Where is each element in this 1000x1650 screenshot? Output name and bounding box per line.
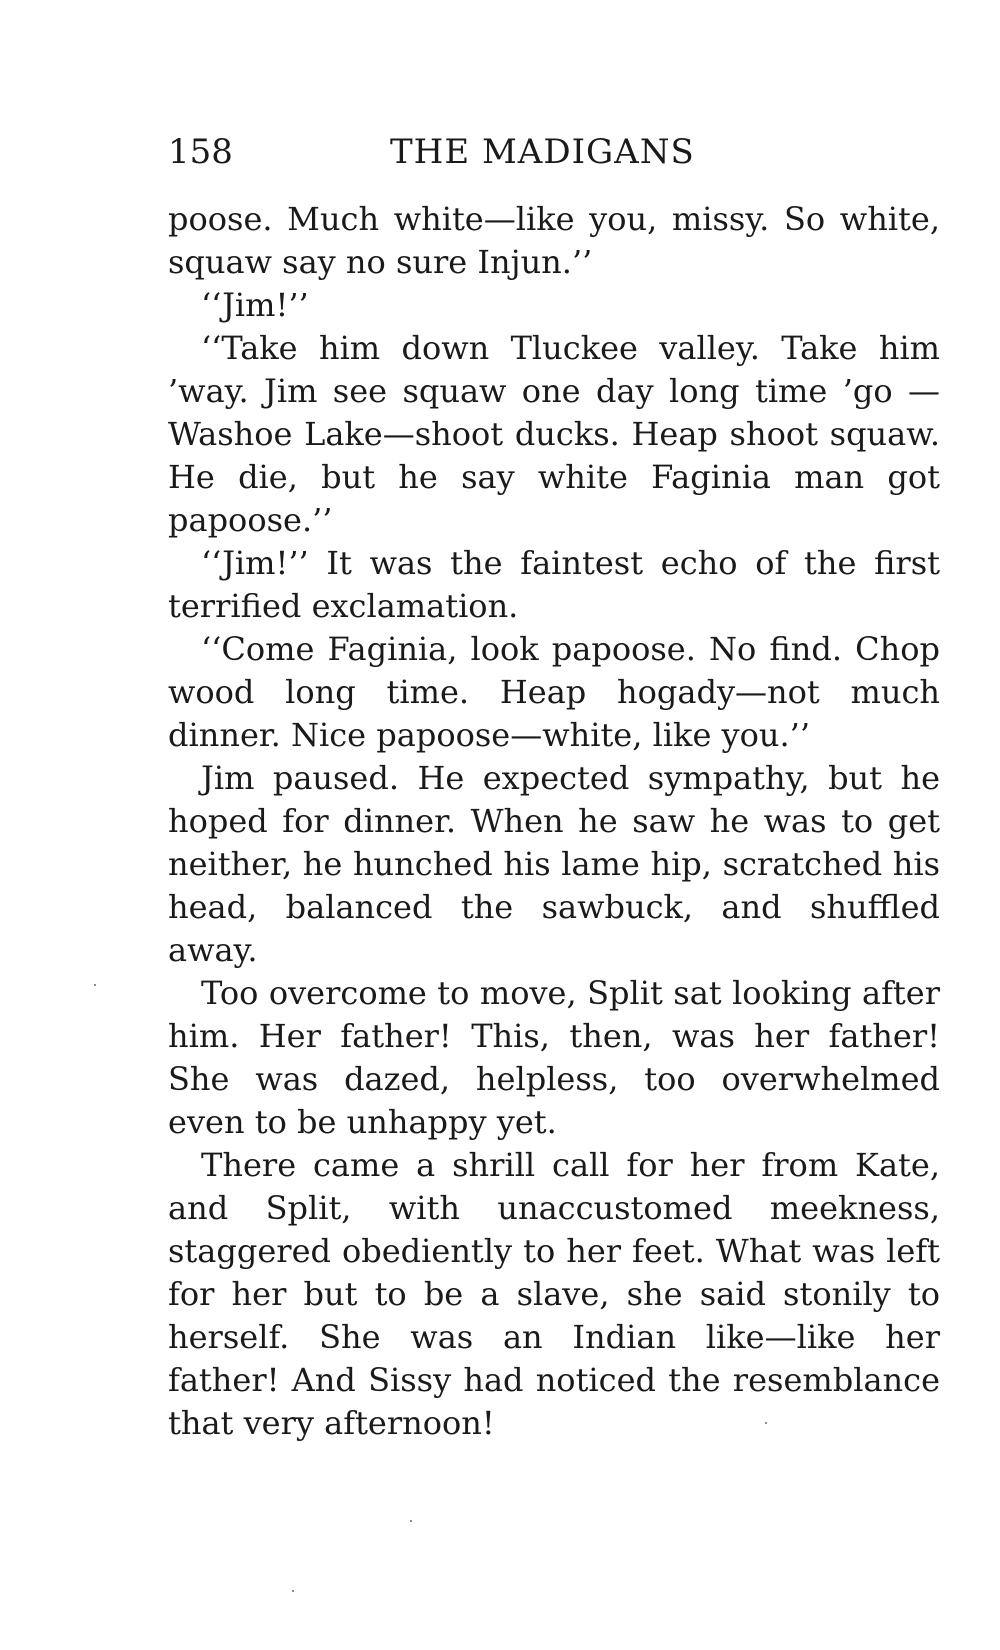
paragraph: Too overcome to move, Split sat looking after him. Her father! This, then, was her father! She was dazed, helpless, too overwhelmed even to be unhappy yet. [168, 974, 940, 1141]
print-speck [765, 1422, 767, 1424]
page-number: 158 [168, 132, 233, 172]
paragraph: ‘‘Come Faginia, look papoose. No find. Chop wood long time. Heap hogady—not much dinner. Nice papoose—white, like you.’’ [168, 630, 940, 754]
paragraph: ‘‘Jim!’’ It was the faintest echo of the first terrified exclamation. [168, 544, 940, 625]
print-speck [292, 1590, 294, 1592]
body-text [168, 198, 940, 1445]
paragraph: Jim paused. He expected sympathy, but he hoped for dinner. When he saw he was to get neither, he hunched his lame hip, scratched his head, balanced the sawbuck, and shuffled away. [168, 759, 940, 969]
paragraph: ‘‘Take him down Tluckee valley. Take him ’way. Jim see squaw one day long time ’go —Washoe Lake—shoot ducks. Heap shoot squaw. He die, but he say white Faginia man got papoose.’’ [168, 329, 940, 539]
print-speck [94, 984, 96, 986]
page-header [168, 126, 940, 178]
paragraph: There came a shrill call for her from Kate, and Split, with unaccustomed meekness, staggered obediently to her feet. What was left for her but to be a slave, she said stonily to herself. She was an Indian like—like her father! And Sissy had noticed the resemblance that very afternoon! [168, 1146, 940, 1442]
print-speck [410, 1520, 412, 1522]
running-title: THE MADIGANS [390, 132, 695, 172]
paragraph: poose. Much white—like you, missy. So white, squaw say no sure Injun.’’ [168, 200, 940, 281]
paragraph: ‘‘Jim!’’ [201, 286, 309, 324]
